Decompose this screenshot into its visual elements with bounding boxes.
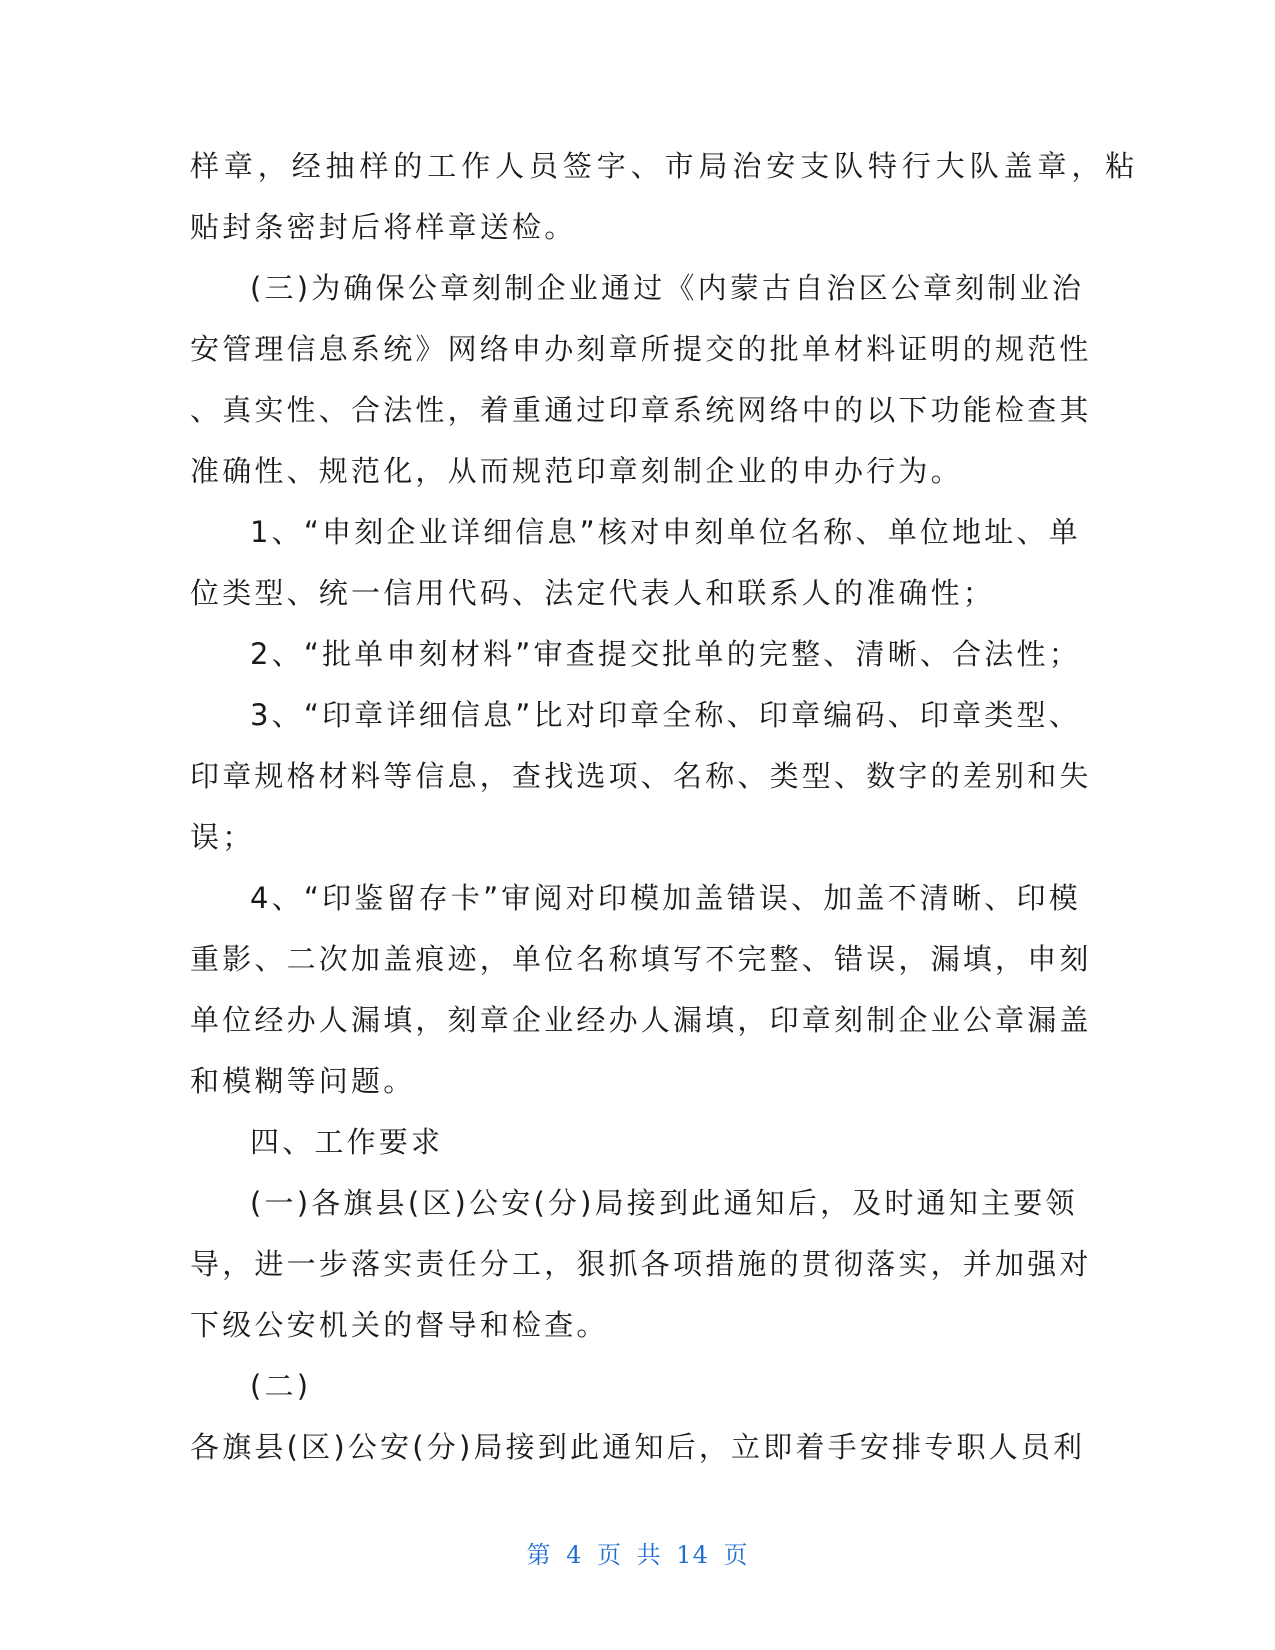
text-line: 3、“印章详细信息”比对印章全称、印章编码、印章类型、	[250, 698, 1081, 732]
section-heading: 四、工作要求	[250, 1125, 444, 1159]
text-line: 准确性、规范化，从而规范印章刻制企业的申办行为。	[190, 454, 963, 488]
text-line: (一)各旗县(区)公安(分)局接到此通知后，及时通知主要领	[250, 1186, 1078, 1220]
text-line: 单位经办人漏填，刻章企业经办人漏填，印章刻制企业公章漏盖	[190, 1003, 1092, 1037]
text-line: (二)	[250, 1369, 312, 1403]
text-line: (三)为确保公章刻制企业通过《内蒙古自治区公章刻制业治	[250, 271, 1085, 305]
text-line: 各旗县(区)公安(分)局接到此通知后，立即着手安排专职人员利	[190, 1430, 1086, 1464]
text-line: 下级公安机关的督导和检查。	[190, 1308, 609, 1342]
text-line: 2、“批单申刻材料”审查提交批单的完整、清晰、合法性；	[250, 637, 1081, 671]
text-line: 和模糊等问题。	[190, 1064, 416, 1098]
text-line: 安管理信息系统》网络申办刻章所提交的批单材料证明的规范性	[190, 332, 1092, 366]
text-line: 导，进一步落实责任分工，狠抓各项措施的贯彻落实，并加强对	[190, 1247, 1092, 1281]
text-line: 重影、二次加盖痕迹，单位名称填写不完整、错误，漏填，申刻	[190, 942, 1092, 976]
text-line: 、真实性、合法性，着重通过印章系统网络中的以下功能检查其	[190, 393, 1092, 427]
text-line: 贴封条密封后将样章送检。	[190, 210, 577, 244]
text-line: 4、“印鉴留存卡”审阅对印模加盖错误、加盖不清晰、印模	[250, 881, 1081, 915]
text-line: 印章规格材料等信息，查找选项、名称、类型、数字的差别和失	[190, 759, 1092, 793]
text-line: 1、“申刻企业详细信息”核对申刻单位名称、单位地址、单	[250, 515, 1081, 549]
text-line: 位类型、统一信用代码、法定代表人和联系人的准确性；	[190, 576, 996, 610]
page-number-footer: 第 4 页 共 14 页	[526, 1541, 749, 1569]
document-body	[190, 136, 1140, 1478]
text-line: 样章，经抽样的工作人员签字、市局治安支队特行大队盖章，粘	[190, 149, 1140, 183]
text-line: 误；	[190, 820, 255, 854]
